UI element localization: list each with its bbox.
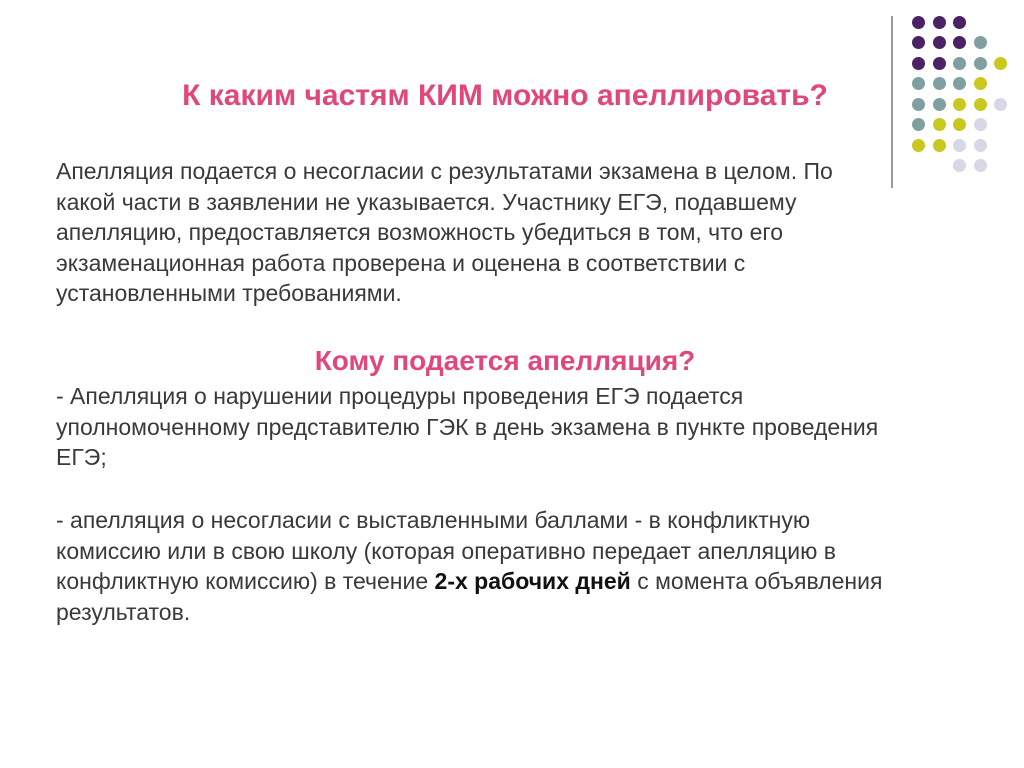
slide-title: К каким частям КИМ можно апеллировать? xyxy=(182,79,828,112)
decorative-dot xyxy=(933,36,946,49)
text-segment: конфликтную комиссию) в течение xyxy=(56,568,435,594)
text-line: ЕГЭ; xyxy=(56,444,107,470)
text-line: - Апелляция о нарушении процедуры проведения ЕГЭ подается xyxy=(56,383,744,409)
text-line: уполномоченному представителю ГЭК в день экзамена в пункте проведения xyxy=(56,413,879,440)
decorative-dot xyxy=(953,57,966,70)
decorative-dot xyxy=(953,36,966,49)
decorative-dot xyxy=(933,57,946,70)
decorative-dot xyxy=(953,16,966,29)
text-line: экзаменационная работа проверена и оценена в соответствии с xyxy=(56,249,746,276)
decorative-dot xyxy=(974,159,987,172)
decorative-dot xyxy=(994,98,1007,111)
text-line xyxy=(56,566,882,597)
decorative-dot xyxy=(933,139,946,152)
deadline-emphasis: 2-х рабочих дней xyxy=(434,568,631,594)
decorative-dot xyxy=(953,139,966,152)
decorative-dot xyxy=(953,118,966,131)
decorative-dot xyxy=(912,36,925,49)
decorative-dot xyxy=(994,57,1007,70)
paragraph-procedure-appeal xyxy=(56,381,878,473)
decorative-dot xyxy=(912,118,925,131)
decorative-dot xyxy=(933,16,946,29)
decorative-dot xyxy=(974,57,987,70)
paragraph-appeal-scope xyxy=(56,156,833,309)
decorative-dot xyxy=(912,139,925,152)
paragraph-score-appeal xyxy=(56,505,882,627)
text-line: установленными требованиями. xyxy=(56,280,402,306)
decorative-dot xyxy=(953,98,966,111)
decorative-dot xyxy=(974,77,987,90)
decorative-dot xyxy=(974,118,987,131)
text-line: - апелляция о несогласии с выставленными баллами - в конфликтную xyxy=(56,507,811,533)
section-subtitle: Кому подается апелляция? xyxy=(314,345,696,376)
decorative-dot xyxy=(974,139,987,152)
text-line: результатов. xyxy=(56,598,191,625)
decorative-dot xyxy=(953,159,966,172)
decorative-dot xyxy=(933,118,946,131)
decorative-dot xyxy=(974,36,987,49)
text-segment: с момента объявления xyxy=(630,568,883,594)
decorative-dot xyxy=(912,16,925,29)
text-line: Апелляция подается о несогласии с результатами экзамена в целом. По xyxy=(56,158,833,184)
text-line: какой части в заявлении не указывается. Участнику ЕГЭ, подавшему xyxy=(56,188,797,215)
decorative-dot xyxy=(912,57,925,70)
text-line: апелляцию, предоставляется возможность убедиться в том, что его xyxy=(56,219,784,245)
text-line: комиссию или в свою школу (которая оперативно передает апелляцию в xyxy=(56,537,836,564)
decorative-dot xyxy=(974,98,987,111)
decorative-dot xyxy=(953,77,966,90)
